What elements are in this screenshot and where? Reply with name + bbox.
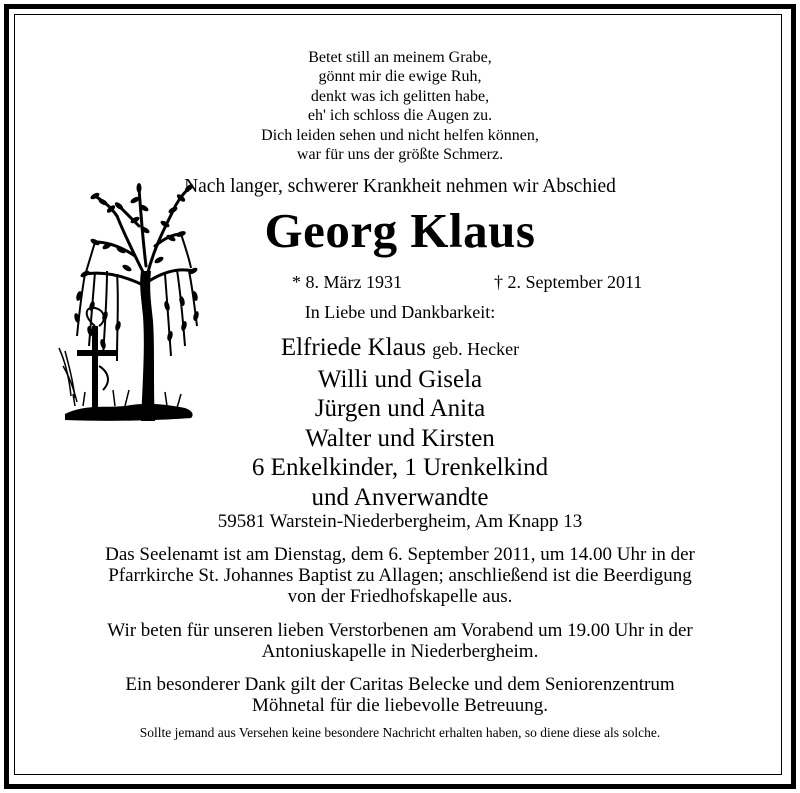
paragraph-line: Das Seelenamt ist am Dienstag, dem 6. September 2011, um 14.00 Uhr in der — [105, 544, 695, 565]
poem-line: eh' ich schloss die Augen zu. — [307, 107, 493, 125]
poem-line: denkt was ich gelitten habe, — [310, 87, 490, 105]
intro-line: Nach langer, schwerer Krankheit nehmen wir Abschied — [184, 176, 616, 197]
family-line: Willi und Gisela — [317, 365, 483, 393]
family-line: und Anverwandte — [311, 483, 489, 511]
paragraph-line: von der Friedhofskapelle aus. — [287, 586, 513, 607]
family-list — [0, 333, 800, 512]
poem-line: Dich leiden sehen und nicht helfen können, — [261, 126, 539, 144]
poem-line: gönnt mir die ewige Ruh, — [318, 68, 482, 86]
funeral-info — [0, 544, 800, 607]
footer-note: Sollte jemand aus Versehen keine besondere Nachricht erhalten haben, so diene diese als solche. — [139, 725, 661, 740]
address: 59581 Warstein-Niederbergheim, Am Knapp 13 — [217, 511, 583, 532]
thanks-info — [0, 674, 800, 716]
poem — [0, 48, 800, 164]
paragraph-line: Wir beten für unseren lieben Verstorbenen am Vorabend um 19.00 Uhr in der — [107, 620, 693, 641]
family-line: Walter und Kirsten — [305, 424, 495, 452]
paragraph-line: Antoniuskapelle in Niederbergheim. — [261, 641, 539, 662]
birth-date: * 8. März 1931 — [292, 272, 402, 292]
paragraph-line: Pfarrkirche St. Johannes Baptist zu Allagen; anschließend ist die Beerdigung — [108, 565, 692, 586]
paragraph-line: Ein besonderer Dank gilt der Caritas Belecke und dem Seniorenzentrum — [125, 674, 675, 695]
maiden-name: geb. Hecker — [432, 339, 520, 359]
poem-line: war für uns der größte Schmerz. — [296, 146, 504, 164]
love-line: In Liebe und Dankbarkeit: — [304, 302, 496, 322]
family-line — [0, 333, 800, 365]
deceased-name: Georg Klaus — [264, 203, 536, 258]
family-line: 6 Enkelkinder, 1 Urenkelkind — [251, 454, 549, 481]
widow-name: Elfriede Klaus — [280, 334, 426, 361]
prayer-info — [0, 620, 800, 662]
family-line: Jürgen und Anita — [314, 395, 486, 422]
death-date: † 2. September 2011 — [494, 272, 643, 292]
paragraph-line: Möhnetal für die liebevolle Betreuung. — [252, 695, 548, 716]
poem-line: Betet still an meinem Grabe, — [308, 49, 492, 66]
